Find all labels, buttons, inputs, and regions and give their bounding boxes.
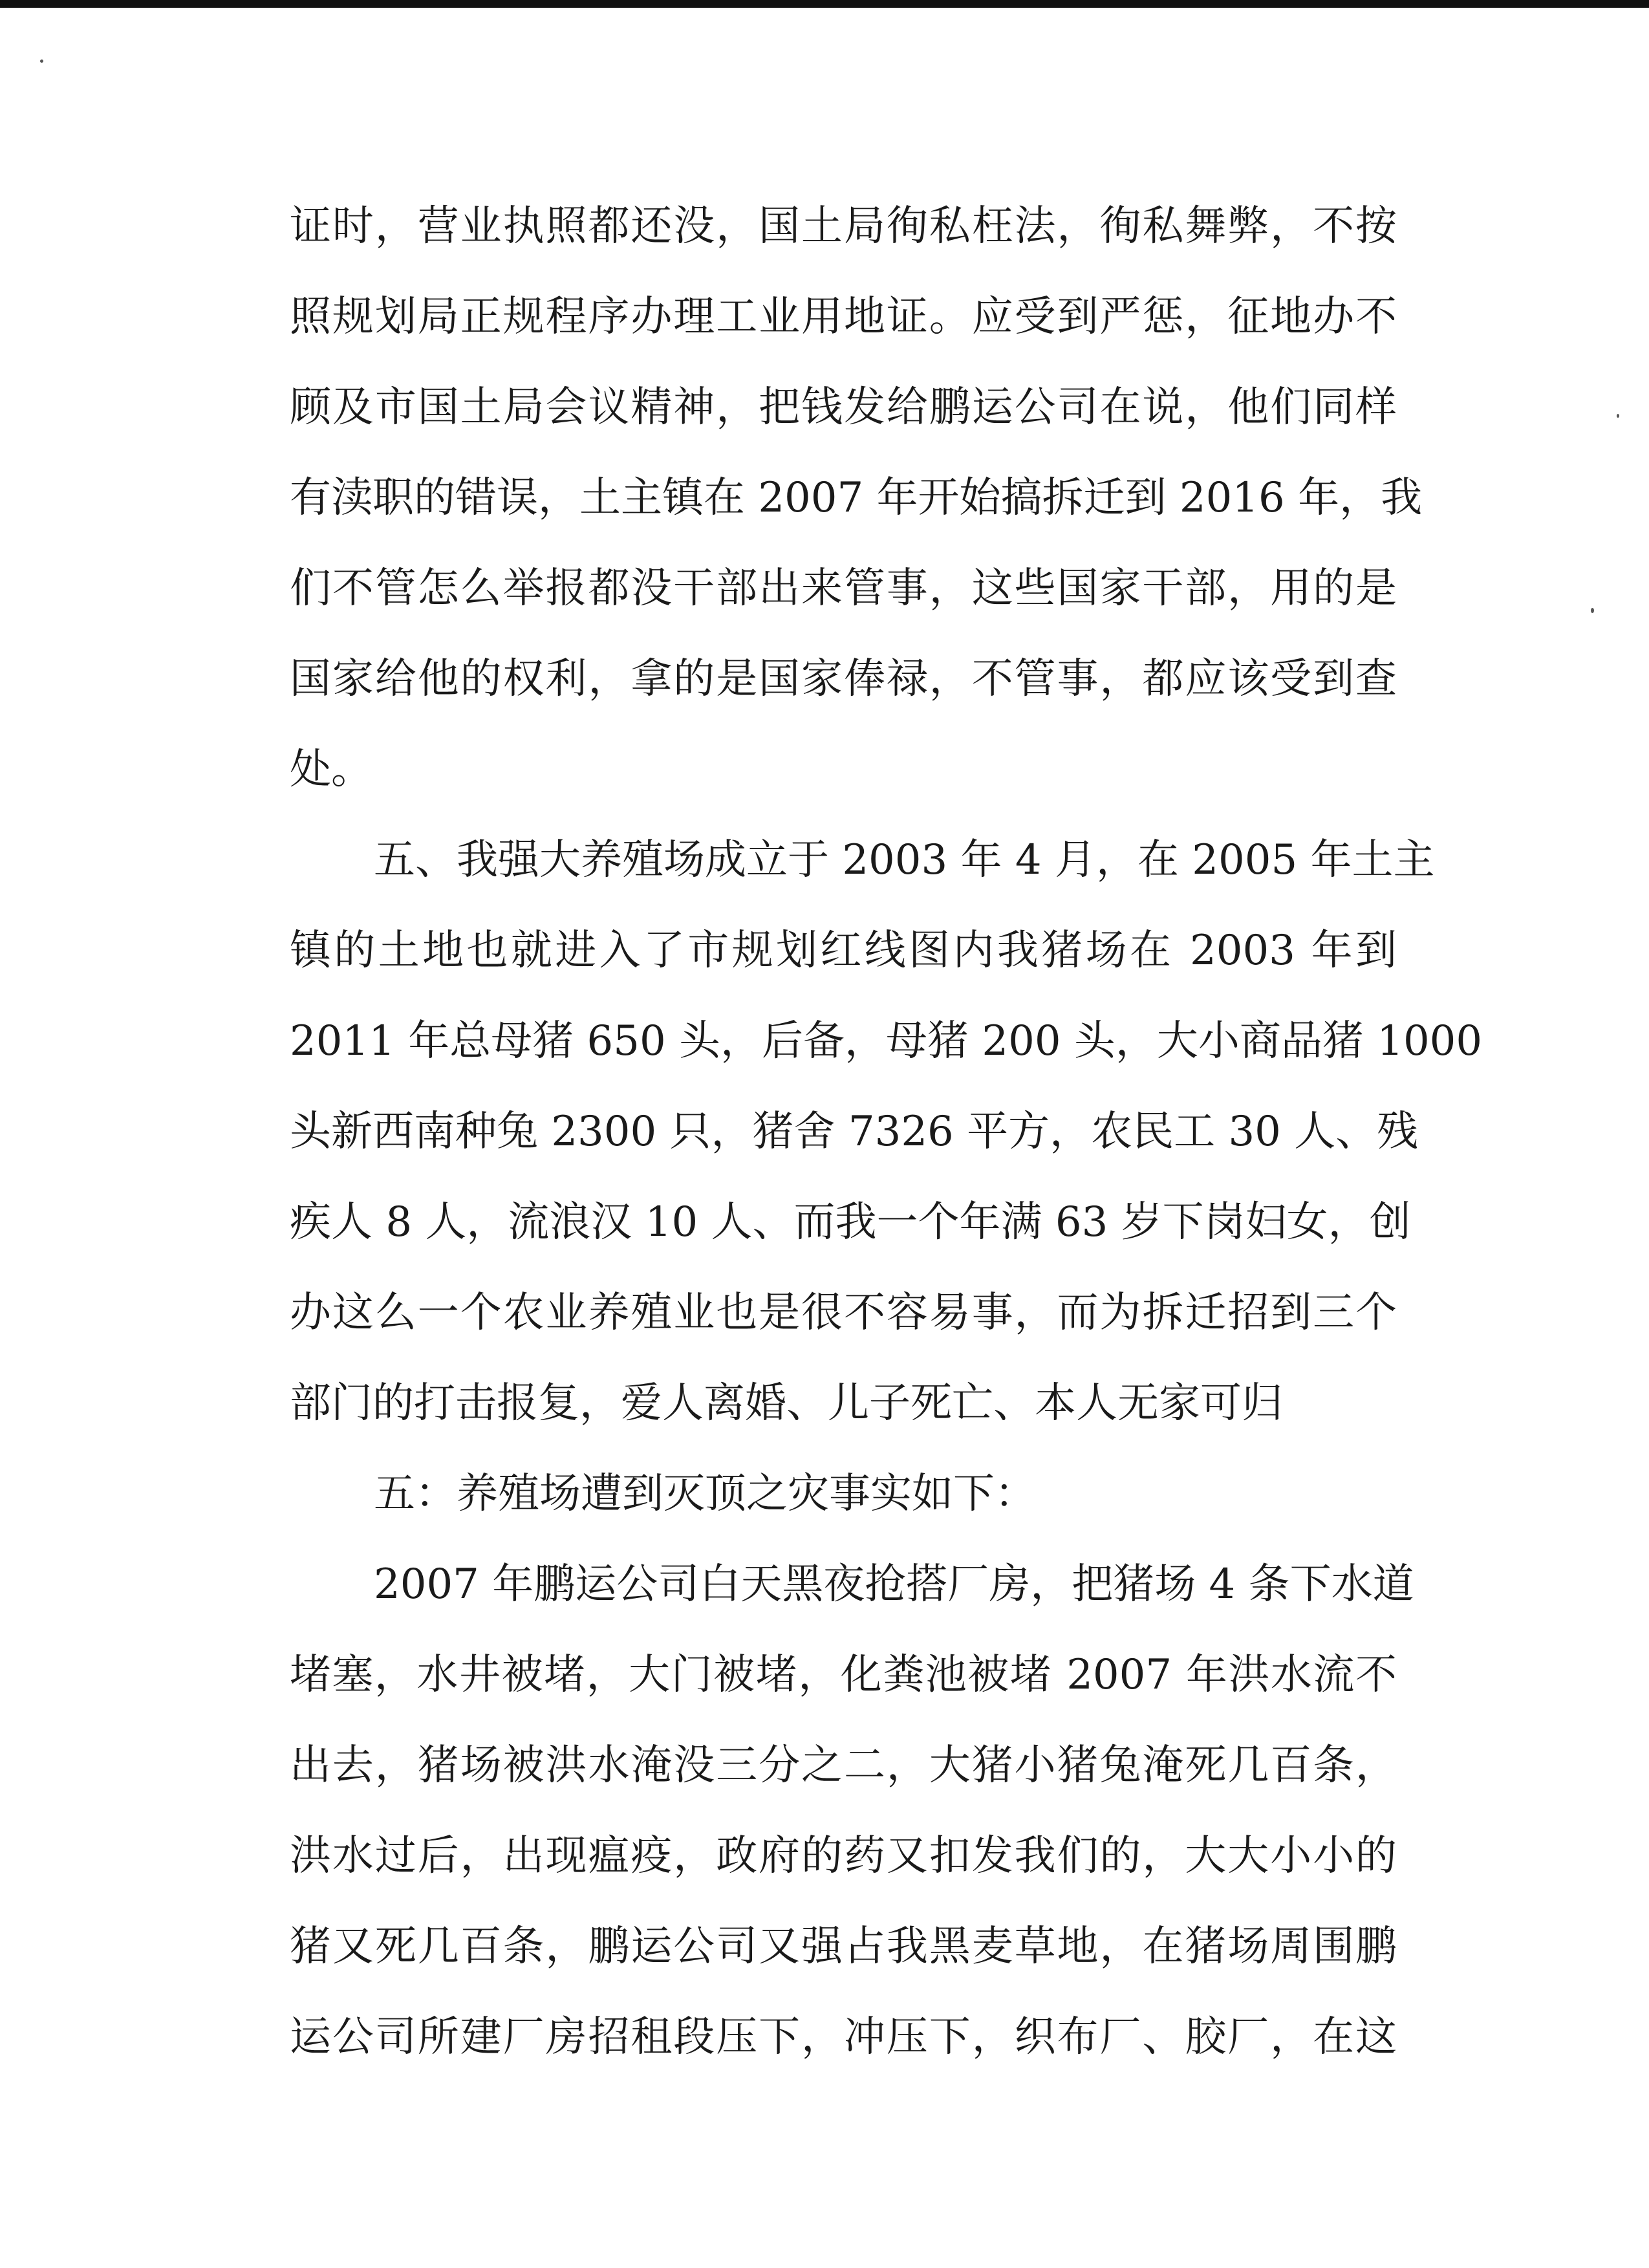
text-line: 猪又死几百条，鹏运公司又强占我黑麦草地，在猪场周围鹏 (290, 1923, 1397, 1971)
scan-speck (1617, 414, 1619, 418)
scan-top-edge (0, 0, 1649, 8)
text-line: 们不管怎么举报都没干部出来管事，这些国家干部，用的是 (290, 565, 1397, 612)
text-line: 镇的土地也就进入了市规划红线图内我猪场在 2003 年到 (290, 927, 1397, 975)
text-line: 办这么一个农业养殖业也是很不容易事，而为拆迁招到三个 (290, 1289, 1397, 1337)
text-line: 证时，营业执照都还没，国土局徇私枉法，徇私舞弊，不按 (290, 202, 1397, 250)
text-line: 照规划局正规程序办理工业用地证。应受到严惩，征地办不 (290, 293, 1397, 341)
scan-speck (1591, 608, 1594, 613)
text-line: 2007 年鹏运公司白天黑夜抢搭厂房，把猪场 4 条下水道 (374, 1561, 1414, 1608)
text-line: 2011 年总母猪 650 头，后备，母猪 200 头，大小商品猪 1000 (290, 1017, 1483, 1065)
text-line: 运公司所建厂房招租段压下，冲压下，织布厂、胶厂，在这 (290, 2013, 1397, 2061)
text-line: 国家给他的权利，拿的是国家俸禄，不管事，都应该受到查 (290, 655, 1397, 703)
scan-speck (40, 59, 43, 63)
text-line: 有渎职的错误，土主镇在 2007 年开始搞拆迁到 2016 年，我 (290, 474, 1423, 522)
text-line: 处。 (290, 746, 372, 794)
text-line: 头新西南种兔 2300 只，猪舍 7326 平方，农民工 30 人、残 (290, 1108, 1419, 1156)
text-line: 五、我强大养殖场成立于 2003 年 4 月，在 2005 年土主 (374, 836, 1435, 884)
text-line: 洪水过后，出现瘟疫，政府的药又扣发我们的，大大小小的 (290, 1832, 1397, 1880)
text-line: 部门的打击报复，爱人离婚、儿子死亡、本人无家可归 (290, 1379, 1283, 1427)
text-line: 五：养殖场遭到灭顶之灾事实如下： (374, 1470, 1036, 1518)
text-line: 顾及市国土局会议精神，把钱发给鹏运公司在说，他们同样 (290, 383, 1397, 431)
text-line: 出去，猪场被洪水淹没三分之二，大猪小猪兔淹死几百条， (290, 1742, 1397, 1789)
text-line: 疾人 8 人，流浪汉 10 人、而我一个年满 63 岁下岗妇女，创 (290, 1198, 1411, 1246)
text-line: 堵塞，水井被堵，大门被堵，化粪池被堵 2007 年洪水流不 (290, 1651, 1397, 1699)
